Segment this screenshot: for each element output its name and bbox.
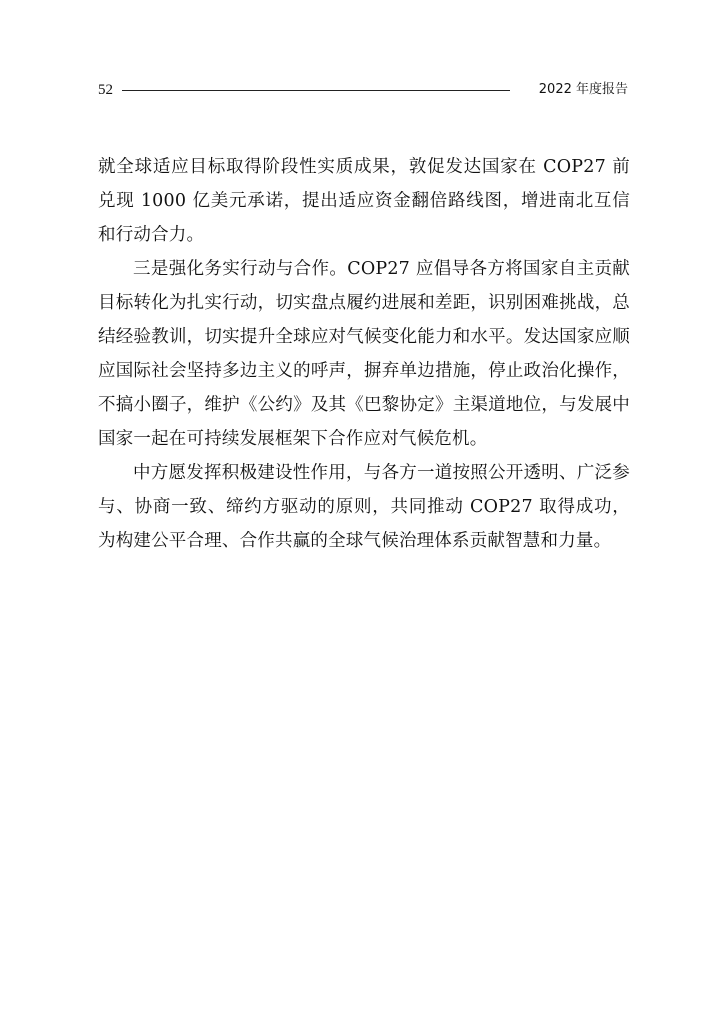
paragraph-china-role: 中方愿发挥积极建设性作用，与各方一道按照公开透明、广泛参与、协商一致、缔约方驱动的原则，共同推动 COP27 取得成功，为构建公平合理、合作共赢的全球气候治理体系贡献智慧和力量。 <box>98 463 630 551</box>
report-title: 2022 年度报告 <box>538 82 628 97</box>
body-text <box>98 150 630 558</box>
paragraph-practical-action: 三是强化务实行动与合作。COP27 应倡导各方将国家自主贡献目标转化为扎实行动，切实盘点履约进展和差距，识别困难挑战，总结经验教训，切实提升全球应对气候变化能力和水平。发达国家应顺应国际社会坚持多边主义的呼声，摒弃单边措施，停止政治化操作，不搞小圈子，维护《公约》及其《巴黎协定》主渠道地位，与发展中国家一起在可持续发展框架下合作应对气候危机。 <box>98 259 630 449</box>
paragraph-continuation: 就全球适应目标取得阶段性实质成果，敦促发达国家在 COP27 前兑现 1000 亿美元承诺，提出适应资金翻倍路线图，增进南北互信和行动合力。 <box>98 157 630 245</box>
page-header <box>98 80 628 102</box>
header-rule <box>122 90 510 91</box>
page-number: 52 <box>98 82 113 98</box>
